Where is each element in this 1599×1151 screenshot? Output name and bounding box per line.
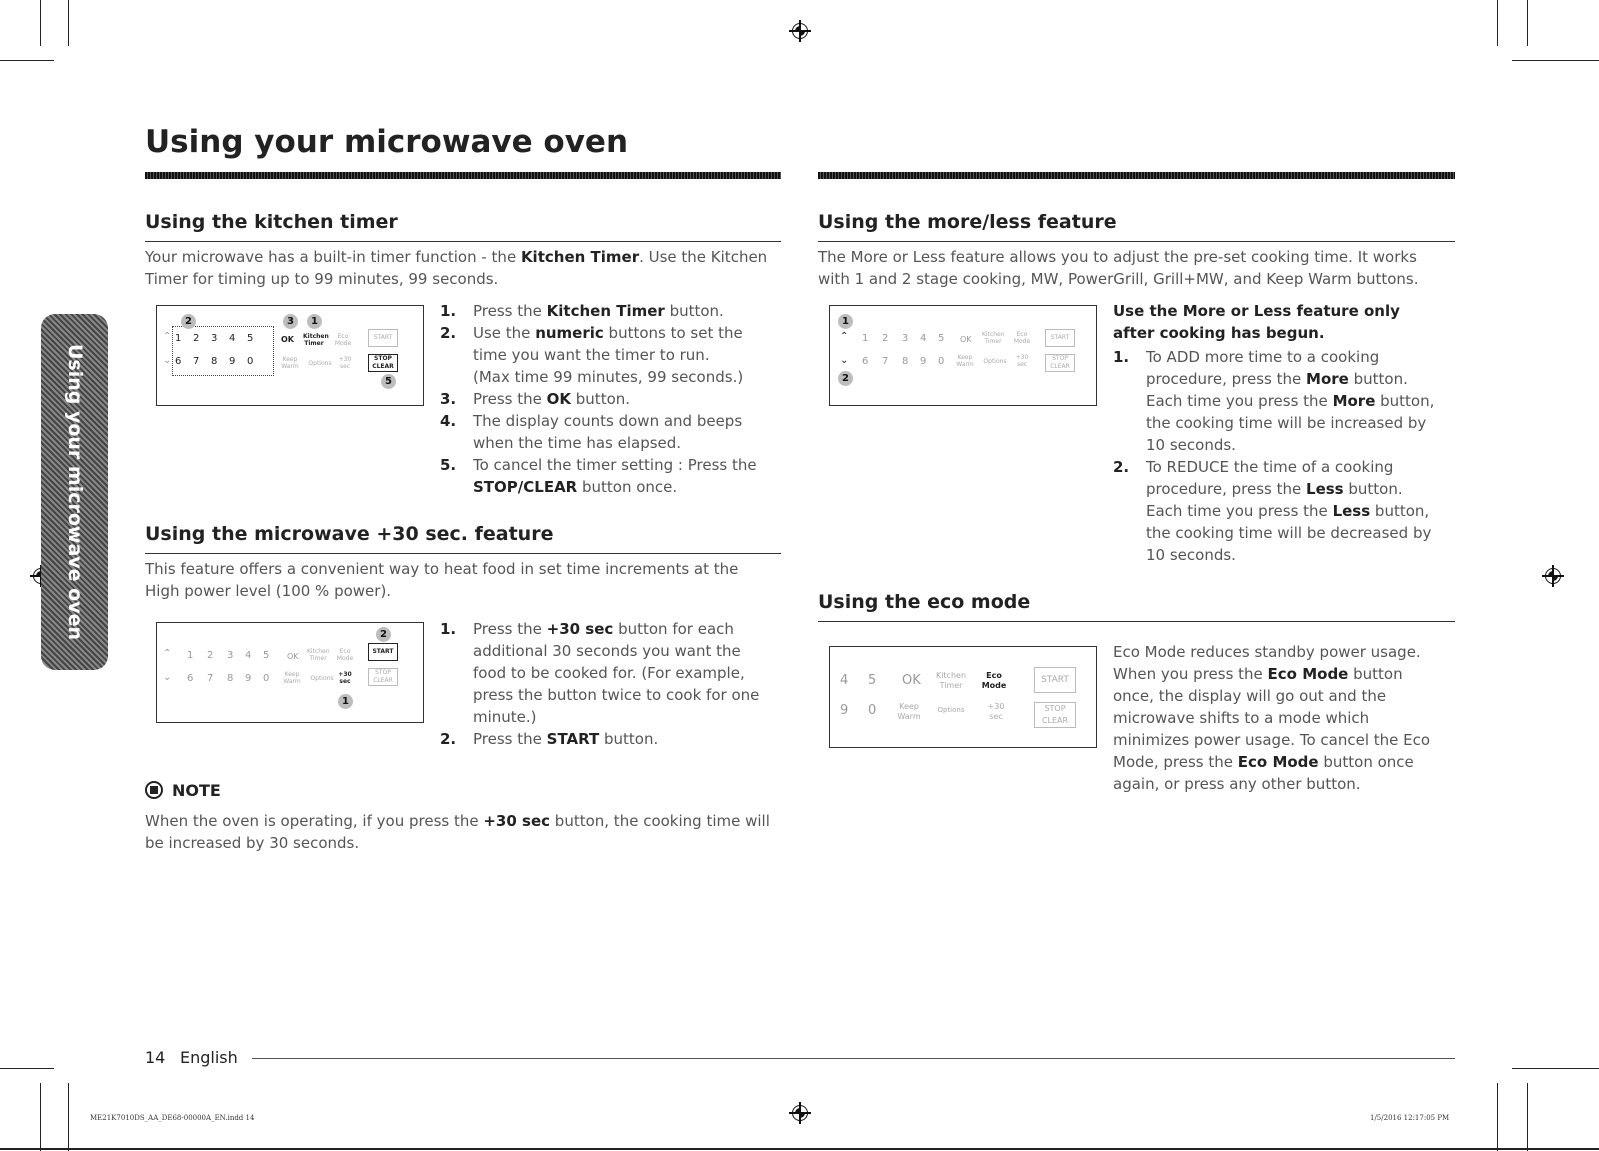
eco-mode-key: Eco Mode (334, 333, 352, 347)
start-key: START (1045, 329, 1075, 347)
plus30-key: +30 sec (338, 356, 352, 370)
kitchen-timer-intro: Your microwave has a built-in timer function - the Kitchen Timer. Use the Kitchen Timer for timing up to 99 minutes, 99 seconds. (145, 248, 768, 288)
numeric-key: 6 (175, 356, 182, 367)
eco-mode-text: Eco Mode reduces standby power usage. When you press the Eco Mode button once, the display will go out and the microwave shifts to a mode which minimizes power usage. To cancel the Eco Mode, press the Eco Mode button once again, or press any other button. (1113, 643, 1431, 793)
ok-key: OK (287, 652, 299, 661)
numeric-key: 0 (247, 356, 254, 367)
numeric-key: 0 (868, 703, 877, 718)
plus30-key: +30 sec (987, 702, 1005, 721)
crop-mark (1512, 1068, 1599, 1069)
numeric-key: 2 (882, 333, 889, 344)
footer-language: English (180, 1048, 238, 1067)
callout-badge: 5 (381, 374, 396, 389)
callout-badge: 2 (181, 314, 196, 329)
kitchen-timer-key: Kitchen Timer (307, 648, 330, 662)
options-key: Options (308, 360, 332, 367)
stop-clear-key: STOP CLEAR (368, 668, 398, 686)
plus30-steps (440, 618, 770, 750)
down-arrow-icon: ⌄ (840, 355, 849, 366)
start-key: START (368, 643, 398, 661)
numeric-key: 7 (193, 356, 200, 367)
callout-badge: 2 (838, 371, 853, 386)
callout-badge: 2 (376, 627, 391, 642)
plus30-key: +30 sec (338, 671, 352, 685)
step-4: 4. The display counts down and beeps when the time has elapsed. (440, 412, 743, 452)
numeric-key: 5 (247, 333, 254, 344)
section-heading-eco-mode: Using the eco mode (818, 591, 1031, 613)
page-title: Using your microwave oven (145, 124, 629, 160)
registration-mark-icon (789, 20, 811, 42)
numeric-key: 8 (227, 673, 234, 684)
crop-mark (40, 0, 41, 46)
step-3: 3. Press the OK button. (440, 390, 631, 408)
crop-mark (0, 1068, 54, 1069)
crop-mark (1497, 0, 1498, 46)
up-arrow-icon: ⌃ (163, 331, 172, 342)
control-panel-diagram-kitchen-timer (156, 305, 424, 406)
numeric-key: 2 (207, 650, 214, 661)
eco-mode-key: Eco Mode (981, 671, 1007, 690)
keep-warm-key: Keep Warm (283, 671, 301, 685)
stop-clear-key: STOP CLEAR (1034, 702, 1076, 728)
numeric-key: 9 (840, 703, 849, 718)
numeric-key: 0 (938, 356, 945, 367)
down-arrow-icon: ⌄ (163, 355, 172, 366)
keep-warm-key: Keep Warm (956, 354, 974, 368)
plus30-key: +30 sec (1015, 354, 1029, 368)
keep-warm-key: Keep Warm (897, 702, 921, 721)
numeric-key: 0 (263, 673, 270, 684)
callout-badge: 3 (283, 314, 298, 329)
note-label: NOTE (172, 781, 221, 800)
crop-mark (1527, 0, 1528, 46)
numeric-key: 3 (227, 650, 234, 661)
step-5: 5. To cancel the timer setting : Press the STOP/CLEAR button once. (440, 456, 757, 496)
start-key: START (368, 329, 398, 347)
numeric-key: 7 (882, 356, 889, 367)
plus30-intro: This feature offers a convenient way to heat food in set time increments at the High power level (100 % power). (145, 560, 739, 600)
more-less-steps (1113, 346, 1443, 566)
stop-clear-key: STOP CLEAR (368, 354, 398, 372)
eco-mode-key: Eco Mode (1013, 331, 1031, 345)
section-rule (145, 553, 781, 554)
numeric-key: 5 (868, 673, 877, 688)
crop-mark (0, 1148, 1599, 1150)
numeric-key: 4 (245, 650, 252, 661)
options-key: Options (983, 358, 1007, 365)
crop-mark (68, 0, 69, 46)
numeric-key: 5 (938, 333, 945, 344)
footer-rule (252, 1058, 1455, 1059)
step-2: 2. Use the numeric buttons to set the time you want the timer to run. (Max time 99 minutes, 99 seconds.) (440, 324, 744, 386)
crop-mark (0, 60, 54, 61)
step-1: 1. To ADD more time to a cooking procedure, press the More button. Each time you press the More button, the cooking time will be increased by 10 seconds. (1113, 348, 1435, 454)
note-text: When the oven is operating, if you press the +30 sec button, the cooking time will be increased by 30 seconds. (145, 812, 770, 852)
section-rule (145, 241, 781, 242)
step-2: 2. To REDUCE the time of a cooking procedure, press the Less button. Each time you press the Less button, the cooking time will be decreased by 10 seconds. (1113, 458, 1432, 564)
section-rule (818, 621, 1455, 622)
stop-clear-key: STOP CLEAR (1045, 354, 1075, 372)
ok-key: OK (281, 335, 294, 344)
control-panel-diagram-plus30 (156, 622, 424, 723)
crop-mark (1512, 60, 1599, 61)
crop-mark (40, 1083, 41, 1151)
side-tab-label: Using your microwave oven (64, 343, 86, 641)
kitchen-timer-key: Kitchen Timer (303, 333, 329, 347)
footer-date: 1/5/2016 12:17:05 PM (1370, 1114, 1450, 1122)
numeric-key: 5 (263, 650, 270, 661)
eco-mode-key: Eco Mode (336, 648, 354, 662)
numeric-key: 3 (902, 333, 909, 344)
up-arrow-icon: ⌃ (840, 331, 849, 342)
kitchen-timer-key: Kitchen Timer (982, 331, 1005, 345)
registration-mark-icon (1542, 565, 1564, 587)
numeric-key: 9 (920, 356, 927, 367)
control-panel-diagram-more-less (829, 305, 1097, 406)
crop-mark (1527, 1083, 1528, 1151)
page-number: 14 (145, 1048, 166, 1067)
ok-key: OK (902, 673, 921, 688)
numeric-key: 4 (920, 333, 927, 344)
callout-badge: 1 (838, 314, 853, 329)
numeric-key: 9 (245, 673, 252, 684)
note-icon (145, 781, 163, 799)
keep-warm-key: Keep Warm (281, 356, 299, 370)
control-panel-diagram-eco (829, 646, 1097, 748)
callout-badge: 1 (338, 694, 353, 709)
footer-filename: ME21K7010DS_AA_DE68-00000A_EN.indd 14 (90, 1114, 255, 1122)
numeric-key: 8 (902, 356, 909, 367)
section-heading-more-less: Using the more/less feature (818, 211, 1117, 233)
more-less-warning: Use the More or Less feature only after cooking has begun. (1113, 302, 1400, 342)
registration-mark-icon (789, 1102, 811, 1124)
kitchen-timer-steps (440, 300, 780, 498)
options-key: Options (310, 675, 334, 682)
numeric-key: 4 (229, 333, 236, 344)
crop-mark (1497, 1083, 1498, 1151)
step-2: 2. Press the START button. (440, 730, 659, 748)
options-key: Options (937, 706, 965, 714)
numeric-key: 1 (862, 333, 869, 344)
section-heading-kitchen-timer: Using the kitchen timer (145, 211, 398, 233)
section-rule (818, 241, 1455, 242)
section-heading-plus30: Using the microwave +30 sec. feature (145, 523, 554, 545)
numeric-key: 9 (229, 356, 236, 367)
crop-mark (68, 1083, 69, 1151)
title-rule-right (818, 172, 1455, 179)
numeric-key: 7 (207, 673, 214, 684)
down-arrow-icon: ⌄ (163, 672, 172, 683)
numeric-key: 1 (187, 650, 194, 661)
numeric-keys-highlight (172, 326, 274, 376)
step-1: 1. Press the Kitchen Timer button. (440, 302, 724, 320)
numeric-key: 6 (862, 356, 869, 367)
numeric-key: 2 (193, 333, 200, 344)
numeric-key: 1 (175, 333, 182, 344)
step-1: 1. Press the +30 sec button for each additional 30 seconds you want the food to be cooked for. (For example, press the button twice to cook for one minute.) (440, 620, 760, 726)
more-less-intro: The More or Less feature allows you to adjust the pre-set cooking time. It works with 1 and 2 stage cooking, MW, PowerGrill, Grill+MW, and Keep Warm buttons. (818, 248, 1419, 288)
numeric-key: 6 (187, 673, 194, 684)
kitchen-timer-key: Kitchen Timer (935, 671, 967, 690)
numeric-key: 4 (840, 673, 849, 688)
numeric-key: 8 (211, 356, 218, 367)
title-rule-left (145, 172, 781, 179)
ok-key: OK (960, 335, 972, 344)
up-arrow-icon: ⌃ (163, 648, 172, 659)
numeric-key: 3 (211, 333, 218, 344)
callout-badge: 1 (307, 314, 322, 329)
start-key: START (1034, 667, 1076, 693)
